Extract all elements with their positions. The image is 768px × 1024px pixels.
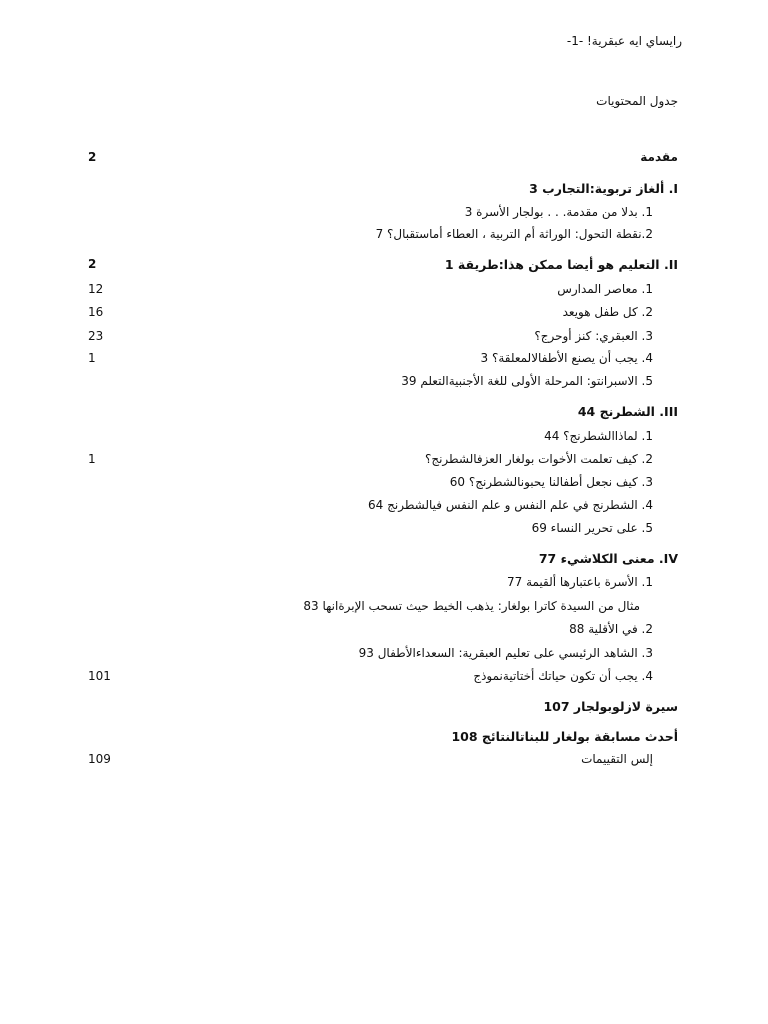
toc-section-3-item-5: 5. على تحرير النساء 69: [531, 521, 653, 535]
toc-section-4-item-2: 2. في الأقلية 88: [569, 622, 653, 636]
toc-section-2-item-1-page: 12: [88, 282, 104, 296]
toc-extra-biography: سيرة لازلوبولجار 107: [543, 699, 678, 714]
toc-section-2-item-4-page: 1: [88, 351, 96, 365]
toc-extra-results: أحدث مسابقة بولغار للبناتالنتائج 108: [451, 729, 678, 744]
toc-section-4-item-4-page: 101: [88, 669, 111, 683]
toc-section-3-heading: III. الشطرنج 44: [577, 404, 678, 419]
toc-title: جدول المحتويات: [596, 94, 678, 108]
toc-section-1-item-1: 1. بدلا من مقدمة. . . بولجار الأسرة 3: [464, 205, 653, 219]
toc-extra-reviews: إلس التقييمات: [581, 752, 653, 766]
header-title: رايساي ايه عبقرية! -1-: [566, 34, 682, 48]
toc-section-1-heading: I. ألغاز تربوية:التجارب 3: [529, 181, 678, 196]
toc-section-4-item-4: 4. يجب أن تكون حياتك أختاتيةنموذج: [473, 669, 653, 683]
toc-intro-page: 2: [88, 150, 97, 164]
toc-section-3-item-2-page: 1: [88, 452, 96, 466]
toc-section-3-item-3: 3. كيف نجعل أطفالنا يحبونالشطرنج؟ 60: [449, 475, 653, 489]
toc-section-3-item-4: 4. الشطرنج في علم النفس و علم النفس فيالشطرنج 64: [368, 498, 653, 512]
toc-section-4-item-1-sub: مثال من السيدة كاترا بولغار: يذهب الخيط حيث تسحب الإبرةانها 83: [303, 599, 640, 613]
toc-section-2-item-3-page: 23: [88, 329, 104, 343]
toc-section-3-item-2: 2. كيف تعلمت الأخوات بولغار العزفالشطرنج؟: [424, 452, 653, 466]
toc-section-4-heading: IV. معنى الكلاشيء 77: [538, 551, 678, 566]
toc-section-2-item-3: 3. العبقري: كنز أوحرج؟: [534, 329, 653, 343]
toc-extra-reviews-page: 109: [88, 752, 111, 766]
toc-section-2-heading: II. التعليم هو أيضا ممكن هذا:طريقة 1: [444, 257, 678, 272]
toc-section-2-item-2-page: 16: [88, 305, 104, 319]
toc-section-2-item-4: 4. يجب أن يصنع الأطفالالمعلقة؟ 3: [480, 351, 653, 365]
toc-section-2-item-1: 1. معاصر المدارس: [557, 282, 653, 296]
toc-section-2-left-number: 2: [88, 257, 97, 271]
toc-section-1-item-2: 2.نقطة التحول: الوراثة أم التربية ، العطاء أماستقبال؟ 7: [375, 227, 653, 241]
toc-section-2-item-5: 5. الاسبرانتو: المرحلة الأولى للغة الأجنبيةالتعلم 39: [401, 374, 653, 388]
toc-intro-label: مقدمة: [640, 150, 678, 164]
toc-section-3-item-1: 1. لماذاالشطرنج؟ 44: [544, 429, 653, 443]
toc-section-2-item-2: 2. كل طفل هويعد: [562, 305, 653, 319]
toc-section-4-item-1: 1. الأسرة باعتبارها ألقيمة 77: [506, 575, 653, 589]
toc-section-4-item-3: 3. الشاهد الرئيسي على تعليم العبقرية: السعداءالأطفال 93: [358, 646, 653, 660]
